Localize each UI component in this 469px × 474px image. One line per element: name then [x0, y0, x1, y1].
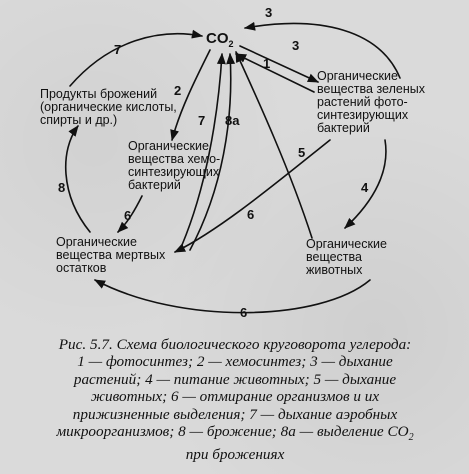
node-fermentation-products	[40, 88, 177, 127]
caption-line-2: 1 — фотосинтез; 2 — хемосинтез; 3 — дыхание	[77, 353, 393, 371]
node-fermentation-products-line-3: спирты и др.)	[40, 113, 118, 127]
label-5: 5	[298, 145, 306, 160]
arrow-aerobic-respiration-left	[70, 34, 202, 86]
label-6-mid: 6	[247, 207, 255, 222]
arrow-plant-respiration	[236, 54, 314, 92]
node-plants	[317, 70, 425, 135]
caption-line-4: животных; 6 — отмирание организмов и их	[90, 388, 380, 406]
node-fermentation-products-line-2: (органические кислоты,	[40, 100, 177, 114]
caption-line-7: при брожениях	[185, 446, 285, 464]
node-animals-line-1: Органические	[306, 237, 387, 251]
node-plants-line-2: вещества зеленых	[317, 82, 425, 96]
node-animals	[306, 238, 387, 277]
arrow-photosynthesis	[240, 46, 318, 82]
node-dead-remains-line-2: вещества мертвых	[56, 248, 166, 262]
label-4: 4	[361, 180, 369, 195]
label-7-left: 7	[114, 42, 122, 57]
node-dead-remains-line-3: остатков	[56, 261, 107, 275]
node-chemosynthetic-line-4: бактерий	[128, 178, 181, 192]
label-3-top: 3	[265, 5, 273, 20]
caption-line-6-text: микроорганизмов; 8 — брожение; 8а — выделение CO	[56, 423, 409, 441]
node-co2: $CO_2$	[206, 30, 234, 49]
node-chemosynthetic-line-1: Органические	[128, 139, 209, 153]
node-dead-remains	[56, 236, 165, 275]
caption-line-6-sub: 2	[408, 432, 414, 444]
node-plants-line-3: растений фото-	[317, 95, 408, 109]
node-dead-remains-line-1: Органические	[56, 235, 137, 249]
label-8a: 8а	[225, 113, 240, 128]
arrow-fermentation	[66, 126, 90, 232]
label-3-right: 3	[292, 38, 300, 53]
node-plants-line-5: бактерий	[317, 121, 370, 135]
caption-line-5: прижизненные выделения; 7 — дыхание аэробных	[72, 405, 398, 423]
node-plants-line-4: синтезирующих	[317, 108, 409, 122]
caption-line-6	[10, 423, 460, 446]
label-8: 8	[58, 180, 66, 195]
caption-line-1: Рис. 5.7. Схема биологического круговорота углерода:	[58, 336, 412, 353]
figure-caption	[10, 336, 460, 464]
label-6-left: 6	[124, 208, 132, 223]
label-6-bottom: 6	[240, 305, 248, 320]
node-animals-line-3: животных	[306, 263, 363, 277]
node-chemosynthetic-line-3: синтезирующих	[128, 165, 220, 179]
node-animals-line-2: вещества	[306, 250, 362, 264]
label-2: 2	[174, 83, 182, 98]
caption-line-3: растений; 4 — питание животных; 5 — дыхание	[73, 370, 397, 388]
label-1: 1	[263, 56, 271, 71]
label-7-inner: 7	[198, 113, 206, 128]
node-plants-line-1: Органические	[317, 69, 398, 83]
node-chemosynthetic-line-2: вещества хемо-	[128, 152, 221, 166]
node-fermentation-products-line-1: Продукты брожений	[40, 87, 158, 101]
node-chemosynthetic-bacteria	[128, 140, 220, 192]
arrow-dying-animals	[95, 280, 370, 313]
